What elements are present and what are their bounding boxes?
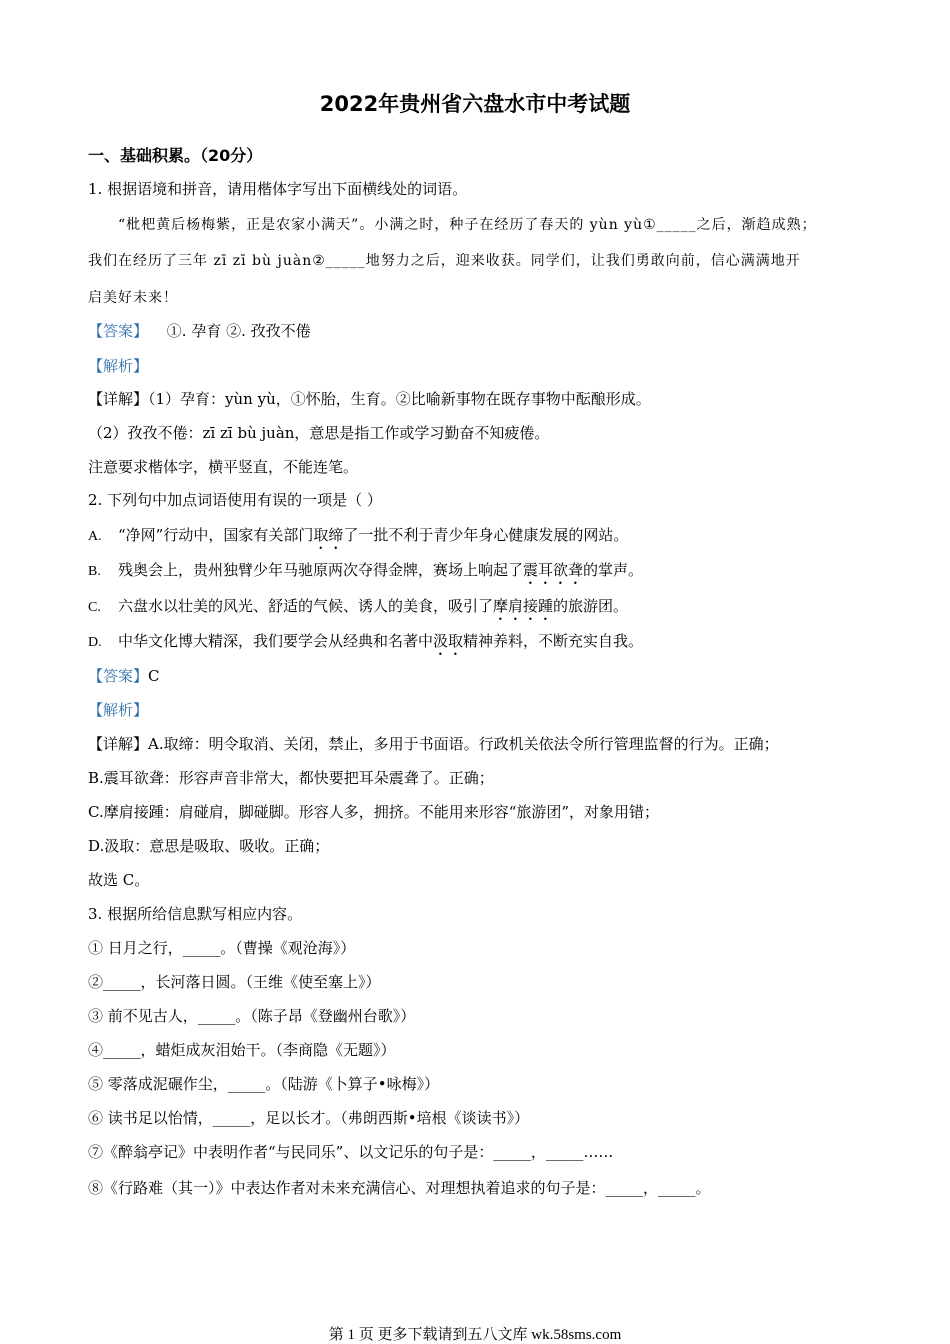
dotted-word: 汲取 [433,632,464,650]
q3-item: ⑦《醉翁亭记》中表明作者“与民同乐”、以文记乐的句子是：_____，_____…… [88,1143,614,1161]
q2-detail: 故选 C。 [88,871,150,889]
q2-stem: 2. 下列句中加点词语使用有误的一项是（ ） [88,491,382,509]
option-text: 六盘水以壮美的风光、舒适的气候、诱人的美食，吸引了 [118,597,494,615]
option-text: 中华文化博大精深，我们要学会从经典和名著中 [118,632,434,650]
q3-item: ⑥ 读书足以怡情，_____，足以长才。（弗朗西斯•培根《谈读书》） [88,1109,530,1127]
option-text: 残奥会上，贵州独臂少年马驰原两次夺得金牌，赛场上响起了 [118,561,524,579]
answer-tag: 【答案】 [88,667,149,685]
option-text: “净网”行动中，国家有关部门 [118,526,314,544]
page-footer: 第 1 页 更多下载请到五八文库 wk.58sms.com [328,1327,622,1343]
q3-item: ④_____，蜡炬成灰泪始干。（李商隐《无题》） [88,1041,396,1059]
option-text: 了一批不利于青少年身心健康发展的网站。 [343,526,629,544]
q2-detail: 【详解】A.取缔：明令取消、关闭，禁止，多用于书面语。行政机关依法令所行管理监督的行为。正确； [88,735,779,753]
q3-item: ③ 前不见古人，_____。（陈子昂《登幽州台歌》） [88,1007,416,1025]
q2-option-a [88,524,628,553]
answer-tag: 【答案】 [88,322,149,340]
answer-text: ①. 孕育 ②. 孜孜不倦 [166,322,311,340]
q2-detail: B.震耳欲聋：形容声音非常大，都快要把耳朵震聋了。正确； [88,769,494,787]
q2-answer [88,665,160,686]
option-letter: C. [88,600,101,615]
option-letter: A. [88,529,102,544]
option-text: 的旅游团。 [553,597,629,615]
q3-item: ②_____，长河落日圆。（王维《使至塞上》） [88,973,381,991]
option-text: 精神养料，不断充实自我。 [463,632,644,650]
dotted-word: 摩肩接踵 [493,597,554,615]
q2-detail: D.汲取：意思是吸取、吸收。正确； [88,837,330,855]
section-heading: 一、基础积累。（20分） [88,146,263,165]
q1-answer [88,320,311,341]
q1-passage-line: 我们在经历了三年 zī zī bù juàn②_____地努力之后，迎来收获。同学们，让我们勇敢向前，信心满满地开 [88,253,801,269]
answer-text: C [148,667,160,685]
q3-stem: 3. 根据所给信息默写相应内容。 [88,905,303,923]
dotted-word: 震耳欲聋 [523,561,584,579]
q2-option-b [88,559,643,588]
q2-option-c [88,595,628,624]
q1-stem: 1. 根据语境和拼音，请用楷体字写出下面横线处的词语。 [88,180,468,198]
analysis-tag: 【解析】 [88,357,149,375]
option-letter: B. [88,564,101,579]
q1-detail: 【详解】（1）孕育：yùn yù，①怀胎，生育。②比喻新事物在既存事物中酝酿形成。 [88,390,651,408]
q3-item: ① 日月之行，_____。（曹操《观沧海》） [88,939,356,957]
analysis-tag: 【解析】 [88,701,149,719]
option-text: 的掌声。 [583,561,644,579]
q1-passage-line: “枇杷黄后杨梅紫，正是农家小满天”。小满之时，种子在经历了春天的 yùn yù①_____之后，渐趋成熟； [118,217,817,233]
q1-passage-line: 启美好未来！ [88,290,178,306]
q2-option-d [88,630,643,659]
q1-detail: 注意要求楷体字，横平竖直，不能连笔。 [88,458,359,476]
q1-detail: （2）孜孜不倦：zī zī bù juàn，意思是指工作或学习勤奋不知疲倦。 [88,424,550,442]
q3-item: ⑧《行路难（其一）》中表达作者对未来充满信心、对理想执着追求的句子是：_____，_____。 [88,1179,711,1197]
dotted-word: 取缔 [313,526,344,544]
q2-detail: C.摩肩接踵：肩碰肩，脚碰脚。形容人多，拥挤。不能用来形容“旅游团”，对象用错； [88,803,660,821]
q3-item: ⑤ 零落成泥碾作尘，_____。（陆游《卜算子•咏梅》） [88,1075,440,1093]
option-letter: D. [88,635,102,650]
page-title: 2022年贵州省六盘水市中考试题 [319,92,631,116]
